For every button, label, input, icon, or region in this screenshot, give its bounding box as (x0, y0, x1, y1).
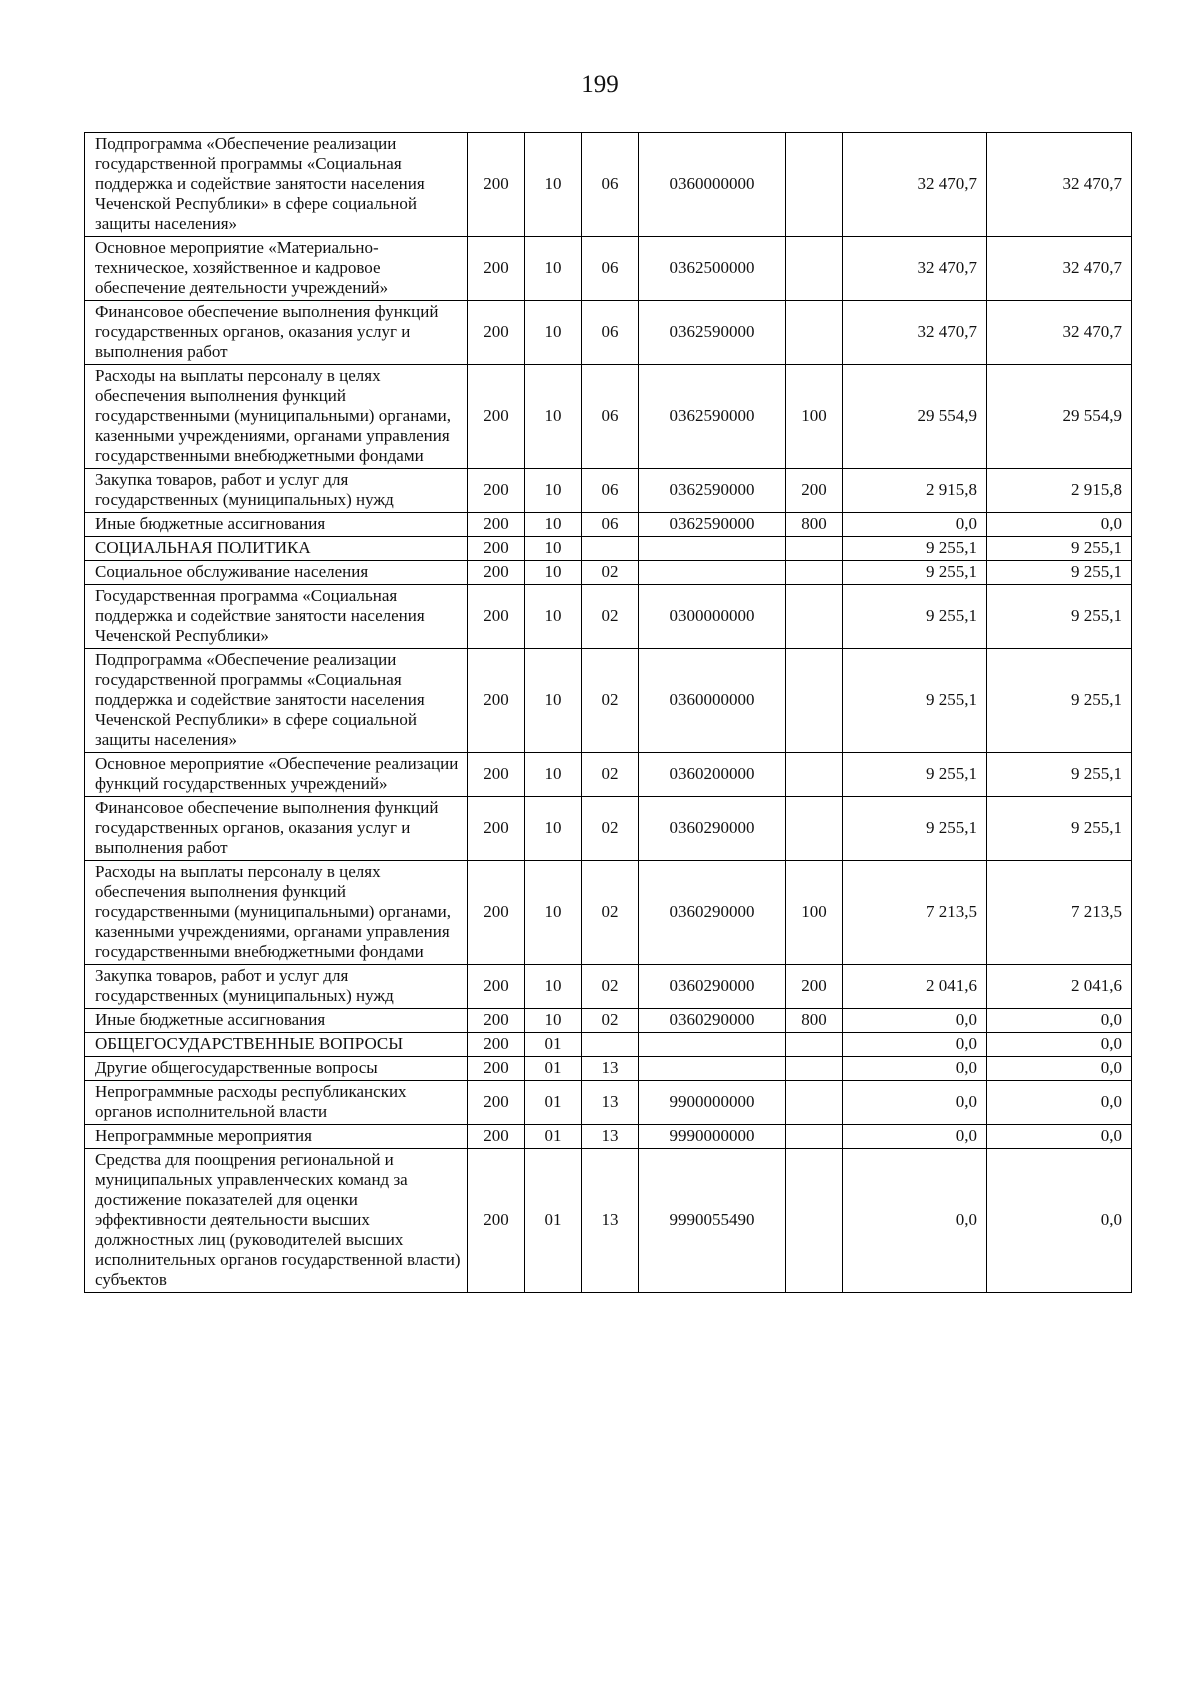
amount-year2-cell: 9 255,1 (987, 537, 1132, 561)
subsection-code-cell: 02 (582, 797, 639, 861)
amount-year1-cell: 0,0 (843, 513, 987, 537)
expense-type-code-cell (786, 1149, 843, 1293)
target-article-code-cell (639, 537, 786, 561)
section-code-cell: 10 (525, 365, 582, 469)
amount-year2-cell: 32 470,7 (987, 301, 1132, 365)
section-code-cell: 10 (525, 301, 582, 365)
table-row (85, 1009, 1132, 1033)
subsection-code-cell: 06 (582, 469, 639, 513)
table-row (85, 965, 1132, 1009)
ministry-code-cell: 200 (468, 861, 525, 965)
target-article-code-cell (639, 1057, 786, 1081)
expense-type-code-cell: 200 (786, 469, 843, 513)
amount-year1-cell: 9 255,1 (843, 537, 987, 561)
amount-year2-cell: 9 255,1 (987, 585, 1132, 649)
section-code-cell: 10 (525, 133, 582, 237)
target-article-code-cell: 0362590000 (639, 513, 786, 537)
amount-year1-cell: 0,0 (843, 1033, 987, 1057)
item-name-cell: СОЦИАЛЬНАЯ ПОЛИТИКА (85, 537, 468, 561)
ministry-code-cell: 200 (468, 1081, 525, 1125)
item-name-cell: Социальное обслуживание населения (85, 561, 468, 585)
expense-type-code-cell: 100 (786, 365, 843, 469)
section-code-cell: 10 (525, 797, 582, 861)
section-code-cell: 01 (525, 1125, 582, 1149)
table-row (85, 1057, 1132, 1081)
ministry-code-cell: 200 (468, 469, 525, 513)
ministry-code-cell: 200 (468, 965, 525, 1009)
section-code-cell: 10 (525, 537, 582, 561)
amount-year1-cell: 32 470,7 (843, 301, 987, 365)
amount-year1-cell: 29 554,9 (843, 365, 987, 469)
table-row (85, 513, 1132, 537)
target-article-code-cell: 0360290000 (639, 861, 786, 965)
subsection-code-cell: 06 (582, 237, 639, 301)
section-code-cell: 01 (525, 1149, 582, 1293)
ministry-code-cell: 200 (468, 797, 525, 861)
amount-year1-cell: 9 255,1 (843, 561, 987, 585)
target-article-code-cell: 0362590000 (639, 365, 786, 469)
amount-year2-cell: 0,0 (987, 1081, 1132, 1125)
expense-type-code-cell (786, 133, 843, 237)
expense-type-code-cell (786, 1125, 843, 1149)
ministry-code-cell: 200 (468, 649, 525, 753)
target-article-code-cell: 9990055490 (639, 1149, 786, 1293)
expense-type-code-cell (786, 561, 843, 585)
expense-type-code-cell (786, 753, 843, 797)
expense-type-code-cell (786, 301, 843, 365)
amount-year1-cell: 2 041,6 (843, 965, 987, 1009)
amount-year2-cell: 0,0 (987, 1009, 1132, 1033)
expense-type-code-cell (786, 1033, 843, 1057)
subsection-code-cell: 13 (582, 1081, 639, 1125)
ministry-code-cell: 200 (468, 513, 525, 537)
target-article-code-cell (639, 561, 786, 585)
section-code-cell: 10 (525, 753, 582, 797)
table-row (85, 133, 1132, 237)
item-name-cell: Иные бюджетные ассигнования (85, 513, 468, 537)
table-row (85, 585, 1132, 649)
amount-year2-cell: 0,0 (987, 513, 1132, 537)
item-name-cell: Подпрограмма «Обеспечение реализации государственной программы «Социальная поддержка и содействие занятости населения Чеченской Республики» в сфере социальной защиты населения» (85, 649, 468, 753)
item-name-cell: Расходы на выплаты персоналу в целях обеспечения выполнения функций государственными (муниципальными) органами, казенными учреждениями, органами управления государственными внебюджетными фондами (85, 861, 468, 965)
amount-year1-cell: 32 470,7 (843, 237, 987, 301)
amount-year2-cell: 0,0 (987, 1149, 1132, 1293)
item-name-cell: Подпрограмма «Обеспечение реализации государственной программы «Социальная поддержка и содействие занятости населения Чеченской Республики» в сфере социальной защиты населения» (85, 133, 468, 237)
amount-year2-cell: 9 255,1 (987, 561, 1132, 585)
section-code-cell: 10 (525, 861, 582, 965)
section-code-cell: 10 (525, 1009, 582, 1033)
ministry-code-cell: 200 (468, 301, 525, 365)
expense-type-code-cell (786, 537, 843, 561)
subsection-code-cell: 06 (582, 133, 639, 237)
ministry-code-cell: 200 (468, 585, 525, 649)
amount-year2-cell: 2 041,6 (987, 965, 1132, 1009)
item-name-cell: Непрограммные расходы республиканских органов исполнительной власти (85, 1081, 468, 1125)
expense-type-code-cell (786, 1081, 843, 1125)
amount-year2-cell: 0,0 (987, 1033, 1132, 1057)
expense-type-code-cell (786, 1057, 843, 1081)
budget-table-body (85, 133, 1132, 1293)
ministry-code-cell: 200 (468, 1057, 525, 1081)
section-code-cell: 10 (525, 585, 582, 649)
item-name-cell: Иные бюджетные ассигнования (85, 1009, 468, 1033)
ministry-code-cell: 200 (468, 537, 525, 561)
subsection-code-cell: 06 (582, 365, 639, 469)
table-row (85, 237, 1132, 301)
item-name-cell: Основное мероприятие «Материально-техническое, хозяйственное и кадровое обеспечение деятельности учреждений» (85, 237, 468, 301)
subsection-code-cell (582, 1033, 639, 1057)
section-code-cell: 01 (525, 1057, 582, 1081)
section-code-cell: 10 (525, 649, 582, 753)
amount-year2-cell: 9 255,1 (987, 797, 1132, 861)
amount-year2-cell: 2 915,8 (987, 469, 1132, 513)
table-row (85, 301, 1132, 365)
amount-year2-cell: 7 213,5 (987, 861, 1132, 965)
item-name-cell: Государственная программа «Социальная поддержка и содействие занятости населения Чеченской Республики» (85, 585, 468, 649)
subsection-code-cell: 02 (582, 585, 639, 649)
ministry-code-cell: 200 (468, 1149, 525, 1293)
section-code-cell: 10 (525, 513, 582, 537)
expense-type-code-cell: 100 (786, 861, 843, 965)
table-row (85, 861, 1132, 965)
section-code-cell: 01 (525, 1033, 582, 1057)
amount-year2-cell: 32 470,7 (987, 133, 1132, 237)
subsection-code-cell: 13 (582, 1125, 639, 1149)
subsection-code-cell: 02 (582, 861, 639, 965)
amount-year2-cell: 0,0 (987, 1125, 1132, 1149)
expense-type-code-cell: 800 (786, 513, 843, 537)
item-name-cell: Финансовое обеспечение выполнения функций государственных органов, оказания услуг и выполнения работ (85, 797, 468, 861)
ministry-code-cell: 200 (468, 365, 525, 469)
amount-year1-cell: 0,0 (843, 1149, 987, 1293)
item-name-cell: Непрограммные мероприятия (85, 1125, 468, 1149)
target-article-code-cell: 0360290000 (639, 1009, 786, 1033)
amount-year1-cell: 0,0 (843, 1125, 987, 1149)
table-row (85, 561, 1132, 585)
amount-year1-cell: 32 470,7 (843, 133, 987, 237)
target-article-code-cell (639, 1033, 786, 1057)
amount-year1-cell: 2 915,8 (843, 469, 987, 513)
target-article-code-cell: 0362500000 (639, 237, 786, 301)
subsection-code-cell: 06 (582, 301, 639, 365)
amount-year1-cell: 0,0 (843, 1009, 987, 1033)
section-code-cell: 10 (525, 237, 582, 301)
amount-year2-cell: 9 255,1 (987, 753, 1132, 797)
table-row (85, 1125, 1132, 1149)
table-row (85, 365, 1132, 469)
table-row (85, 649, 1132, 753)
item-name-cell: Закупка товаров, работ и услуг для государственных (муниципальных) нужд (85, 965, 468, 1009)
ministry-code-cell: 200 (468, 1033, 525, 1057)
section-code-cell: 10 (525, 469, 582, 513)
item-name-cell: Расходы на выплаты персоналу в целях обеспечения выполнения функций государственными (муниципальными) органами, казенными учреждениями, органами управления государственными внебюджетными фондами (85, 365, 468, 469)
table-row (85, 1081, 1132, 1125)
expense-type-code-cell (786, 585, 843, 649)
table-row (85, 1033, 1132, 1057)
target-article-code-cell: 9990000000 (639, 1125, 786, 1149)
section-code-cell: 10 (525, 965, 582, 1009)
subsection-code-cell: 02 (582, 561, 639, 585)
subsection-code-cell: 13 (582, 1057, 639, 1081)
expense-type-code-cell (786, 797, 843, 861)
ministry-code-cell: 200 (468, 237, 525, 301)
amount-year1-cell: 0,0 (843, 1081, 987, 1125)
ministry-code-cell: 200 (468, 1009, 525, 1033)
item-name-cell: Другие общегосударственные вопросы (85, 1057, 468, 1081)
table-row (85, 1149, 1132, 1293)
section-code-cell: 01 (525, 1081, 582, 1125)
amount-year1-cell: 9 255,1 (843, 649, 987, 753)
table-row (85, 469, 1132, 513)
subsection-code-cell: 02 (582, 965, 639, 1009)
expense-type-code-cell: 200 (786, 965, 843, 1009)
ministry-code-cell: 200 (468, 133, 525, 237)
amount-year1-cell: 0,0 (843, 1057, 987, 1081)
target-article-code-cell: 0360000000 (639, 133, 786, 237)
expense-type-code-cell (786, 649, 843, 753)
amount-year1-cell: 7 213,5 (843, 861, 987, 965)
ministry-code-cell: 200 (468, 753, 525, 797)
amount-year1-cell: 9 255,1 (843, 585, 987, 649)
item-name-cell: Финансовое обеспечение выполнения функций государственных органов, оказания услуг и выполнения работ (85, 301, 468, 365)
target-article-code-cell: 9900000000 (639, 1081, 786, 1125)
target-article-code-cell: 0300000000 (639, 585, 786, 649)
expense-type-code-cell: 800 (786, 1009, 843, 1033)
item-name-cell: ОБЩЕГОСУДАРСТВЕННЫЕ ВОПРОСЫ (85, 1033, 468, 1057)
target-article-code-cell: 0362590000 (639, 301, 786, 365)
subsection-code-cell: 02 (582, 649, 639, 753)
target-article-code-cell: 0360200000 (639, 753, 786, 797)
amount-year2-cell: 0,0 (987, 1057, 1132, 1081)
amount-year1-cell: 9 255,1 (843, 753, 987, 797)
table-row (85, 537, 1132, 561)
target-article-code-cell: 0360000000 (639, 649, 786, 753)
target-article-code-cell: 0360290000 (639, 965, 786, 1009)
subsection-code-cell: 02 (582, 753, 639, 797)
amount-year2-cell: 29 554,9 (987, 365, 1132, 469)
subsection-code-cell: 13 (582, 1149, 639, 1293)
page-number: 199 (581, 71, 619, 98)
amount-year1-cell: 9 255,1 (843, 797, 987, 861)
item-name-cell: Средства для поощрения региональной и муниципальных управленческих команд за достижение показателей для оценки эффективности деятельности высших должностных лиц (руководителей высших исполнительных органов государственной власти) субъектов (85, 1149, 468, 1293)
target-article-code-cell: 0360290000 (639, 797, 786, 861)
expense-type-code-cell (786, 237, 843, 301)
subsection-code-cell: 02 (582, 1009, 639, 1033)
subsection-code-cell (582, 537, 639, 561)
budget-table (84, 132, 1132, 1293)
table-row (85, 797, 1132, 861)
ministry-code-cell: 200 (468, 561, 525, 585)
item-name-cell: Основное мероприятие «Обеспечение реализации функций государственных учреждений» (85, 753, 468, 797)
table-row (85, 753, 1132, 797)
target-article-code-cell: 0362590000 (639, 469, 786, 513)
section-code-cell: 10 (525, 561, 582, 585)
subsection-code-cell: 06 (582, 513, 639, 537)
ministry-code-cell: 200 (468, 1125, 525, 1149)
item-name-cell: Закупка товаров, работ и услуг для государственных (муниципальных) нужд (85, 469, 468, 513)
amount-year2-cell: 9 255,1 (987, 649, 1132, 753)
amount-year2-cell: 32 470,7 (987, 237, 1132, 301)
